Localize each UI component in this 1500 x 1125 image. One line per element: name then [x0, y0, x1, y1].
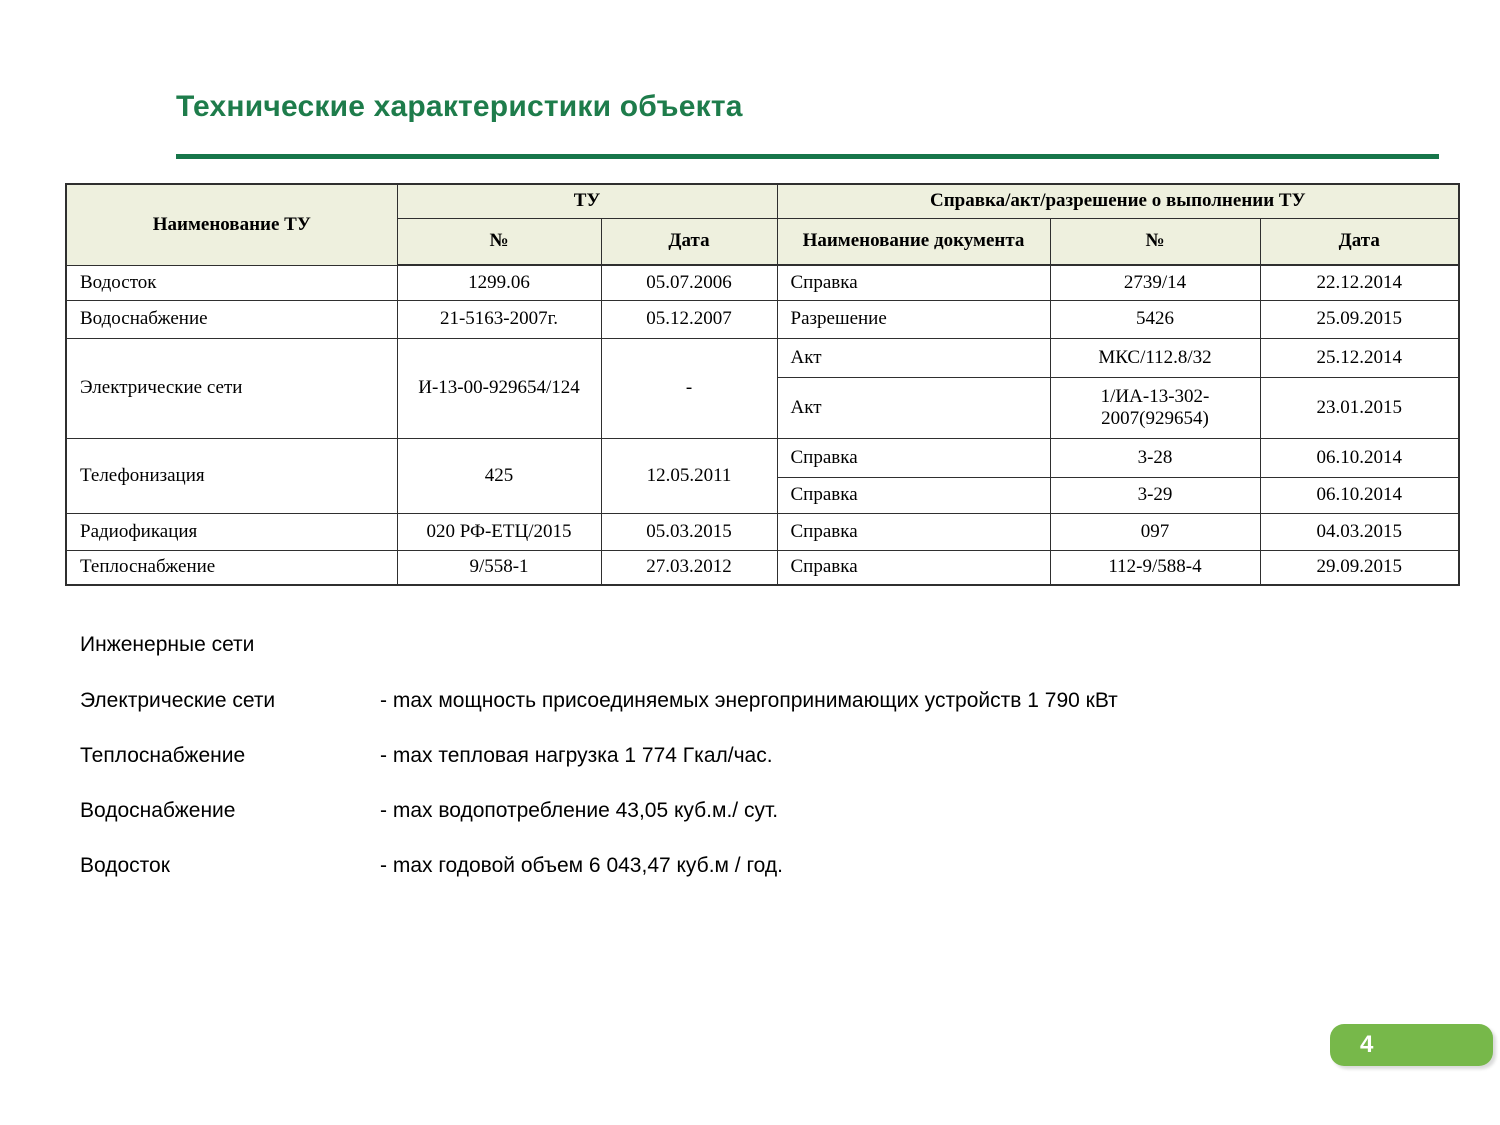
note-text: - max тепловая нагрузка 1 774 Гкал/час.	[380, 744, 773, 767]
header-doc-date: Дата	[1260, 218, 1459, 265]
cell-vodosnabzhenie-doc-num: 5426	[1050, 300, 1260, 338]
cell-telefonizacija-doc-num-2: 3-29	[1050, 477, 1260, 513]
cell-elektroseti-doc-num-1: МКС/112.8/32	[1050, 338, 1260, 377]
cell-telefonizacija-doc-2: Справка	[777, 477, 1050, 513]
cell-elektroseti-doc-date-1: 25.12.2014	[1260, 338, 1459, 377]
cell-radiofikacija-name: Радиофикация	[66, 513, 397, 550]
cell-radiofikacija-tu-num: 020 РФ-ЕТЦ/2015	[397, 513, 601, 550]
cell-telefonizacija-name: Телефонизация	[66, 438, 397, 513]
cell-vodostok-name: Водосток	[66, 265, 397, 300]
cell-teplosnabzhenie-tu-date: 27.03.2012	[601, 550, 777, 585]
cell-telefonizacija-doc-1: Справка	[777, 438, 1050, 477]
cell-vodostok-doc: Справка	[777, 265, 1050, 300]
cell-teplosnabzhenie-doc-num: 112-9/588-4	[1050, 550, 1260, 585]
cell-vodostok-tu-num: 1299.06	[397, 265, 601, 300]
header-doc-num: №	[1050, 218, 1260, 265]
cell-teplosnabzhenie-name: Теплоснабжение	[66, 550, 397, 585]
cell-vodosnabzhenie-tu-date: 05.12.2007	[601, 300, 777, 338]
note-row-teplosnabzhenie	[80, 743, 1118, 769]
cell-vodosnabzhenie-name: Водоснабжение	[66, 300, 397, 338]
cell-vodosnabzhenie-doc: Разрешение	[777, 300, 1050, 338]
cell-telefonizacija-doc-date-1: 06.10.2014	[1260, 438, 1459, 477]
header-group-tu: ТУ	[397, 184, 777, 218]
cell-telefonizacija-tu-date: 12.05.2011	[601, 438, 777, 513]
cell-radiofikacija-doc: Справка	[777, 513, 1050, 550]
cell-teplosnabzhenie-tu-num: 9/558-1	[397, 550, 601, 585]
cell-elektroseti-doc-2: Акт	[777, 377, 1050, 438]
cell-elektroseti-doc-date-2: 23.01.2015	[1260, 377, 1459, 438]
header-tu-num: №	[397, 218, 601, 265]
cell-vodosnabzhenie-doc-date: 25.09.2015	[1260, 300, 1459, 338]
note-text: - max годовой объем 6 043,47 куб.м / год.	[380, 854, 783, 877]
note-text: - max мощность присоединяемых энергопринимающих устройств 1 790 кВт	[380, 689, 1118, 712]
cell-teplosnabzhenie-doc: Справка	[777, 550, 1050, 585]
cell-telefonizacija-tu-num: 425	[397, 438, 601, 513]
note-text: - max водопотребление 43,05 куб.м./ сут.	[380, 799, 779, 822]
cell-radiofikacija-doc-num: 097	[1050, 513, 1260, 550]
table-row	[66, 550, 1459, 585]
table-row	[66, 338, 1459, 377]
note-row-vodostok	[80, 853, 1118, 879]
cell-elektroseti-doc-1: Акт	[777, 338, 1050, 377]
page-title: Технические характеристики объекта	[176, 90, 743, 123]
cell-vodostok-doc-num: 2739/14	[1050, 265, 1260, 300]
cell-elektroseti-name: Электрические сети	[66, 338, 397, 438]
note-label: Водоснабжение	[80, 799, 236, 822]
cell-telefonizacija-doc-date-2: 06.10.2014	[1260, 477, 1459, 513]
note-label: Теплоснабжение	[80, 744, 246, 767]
technical-specs-table	[65, 183, 1460, 586]
cell-telefonizacija-doc-num-1: 3-28	[1050, 438, 1260, 477]
cell-elektroseti-tu-date: -	[601, 338, 777, 438]
cell-radiofikacija-doc-date: 04.03.2015	[1260, 513, 1459, 550]
header-tu-date: Дата	[601, 218, 777, 265]
title-underline	[176, 154, 1439, 159]
cell-elektroseti-tu-num: И-13-00-929654/124	[397, 338, 601, 438]
table-row	[66, 265, 1459, 300]
page-number-badge	[1330, 1024, 1493, 1066]
header-doc-name: Наименование документа	[777, 218, 1050, 265]
note-row-elektroseti	[80, 688, 1118, 714]
cell-vodostok-tu-date: 05.07.2006	[601, 265, 777, 300]
page-number: 4	[1360, 1031, 1374, 1058]
header-name-tu: Наименование ТУ	[66, 184, 397, 265]
note-label: Водосток	[80, 854, 170, 877]
cell-elektroseti-doc-num-2: 1/ИА-13-302-2007(929654)	[1050, 377, 1260, 438]
header-row-groups	[66, 184, 1459, 218]
note-row-vodosnabzhenie	[80, 798, 1118, 824]
cell-vodosnabzhenie-tu-num: 21-5163-2007г.	[397, 300, 601, 338]
cell-teplosnabzhenie-doc-date: 29.09.2015	[1260, 550, 1459, 585]
header-group-doc: Справка/акт/разрешение о выполнении ТУ	[777, 184, 1459, 218]
engineering-networks-notes	[80, 632, 1118, 908]
cell-radiofikacija-tu-date: 05.03.2015	[601, 513, 777, 550]
cell-vodostok-doc-date: 22.12.2014	[1260, 265, 1459, 300]
notes-heading: Инженерные сети	[80, 633, 255, 656]
table-row	[66, 300, 1459, 338]
table-row	[66, 438, 1459, 477]
note-label: Электрические сети	[80, 689, 276, 712]
table-row	[66, 513, 1459, 550]
